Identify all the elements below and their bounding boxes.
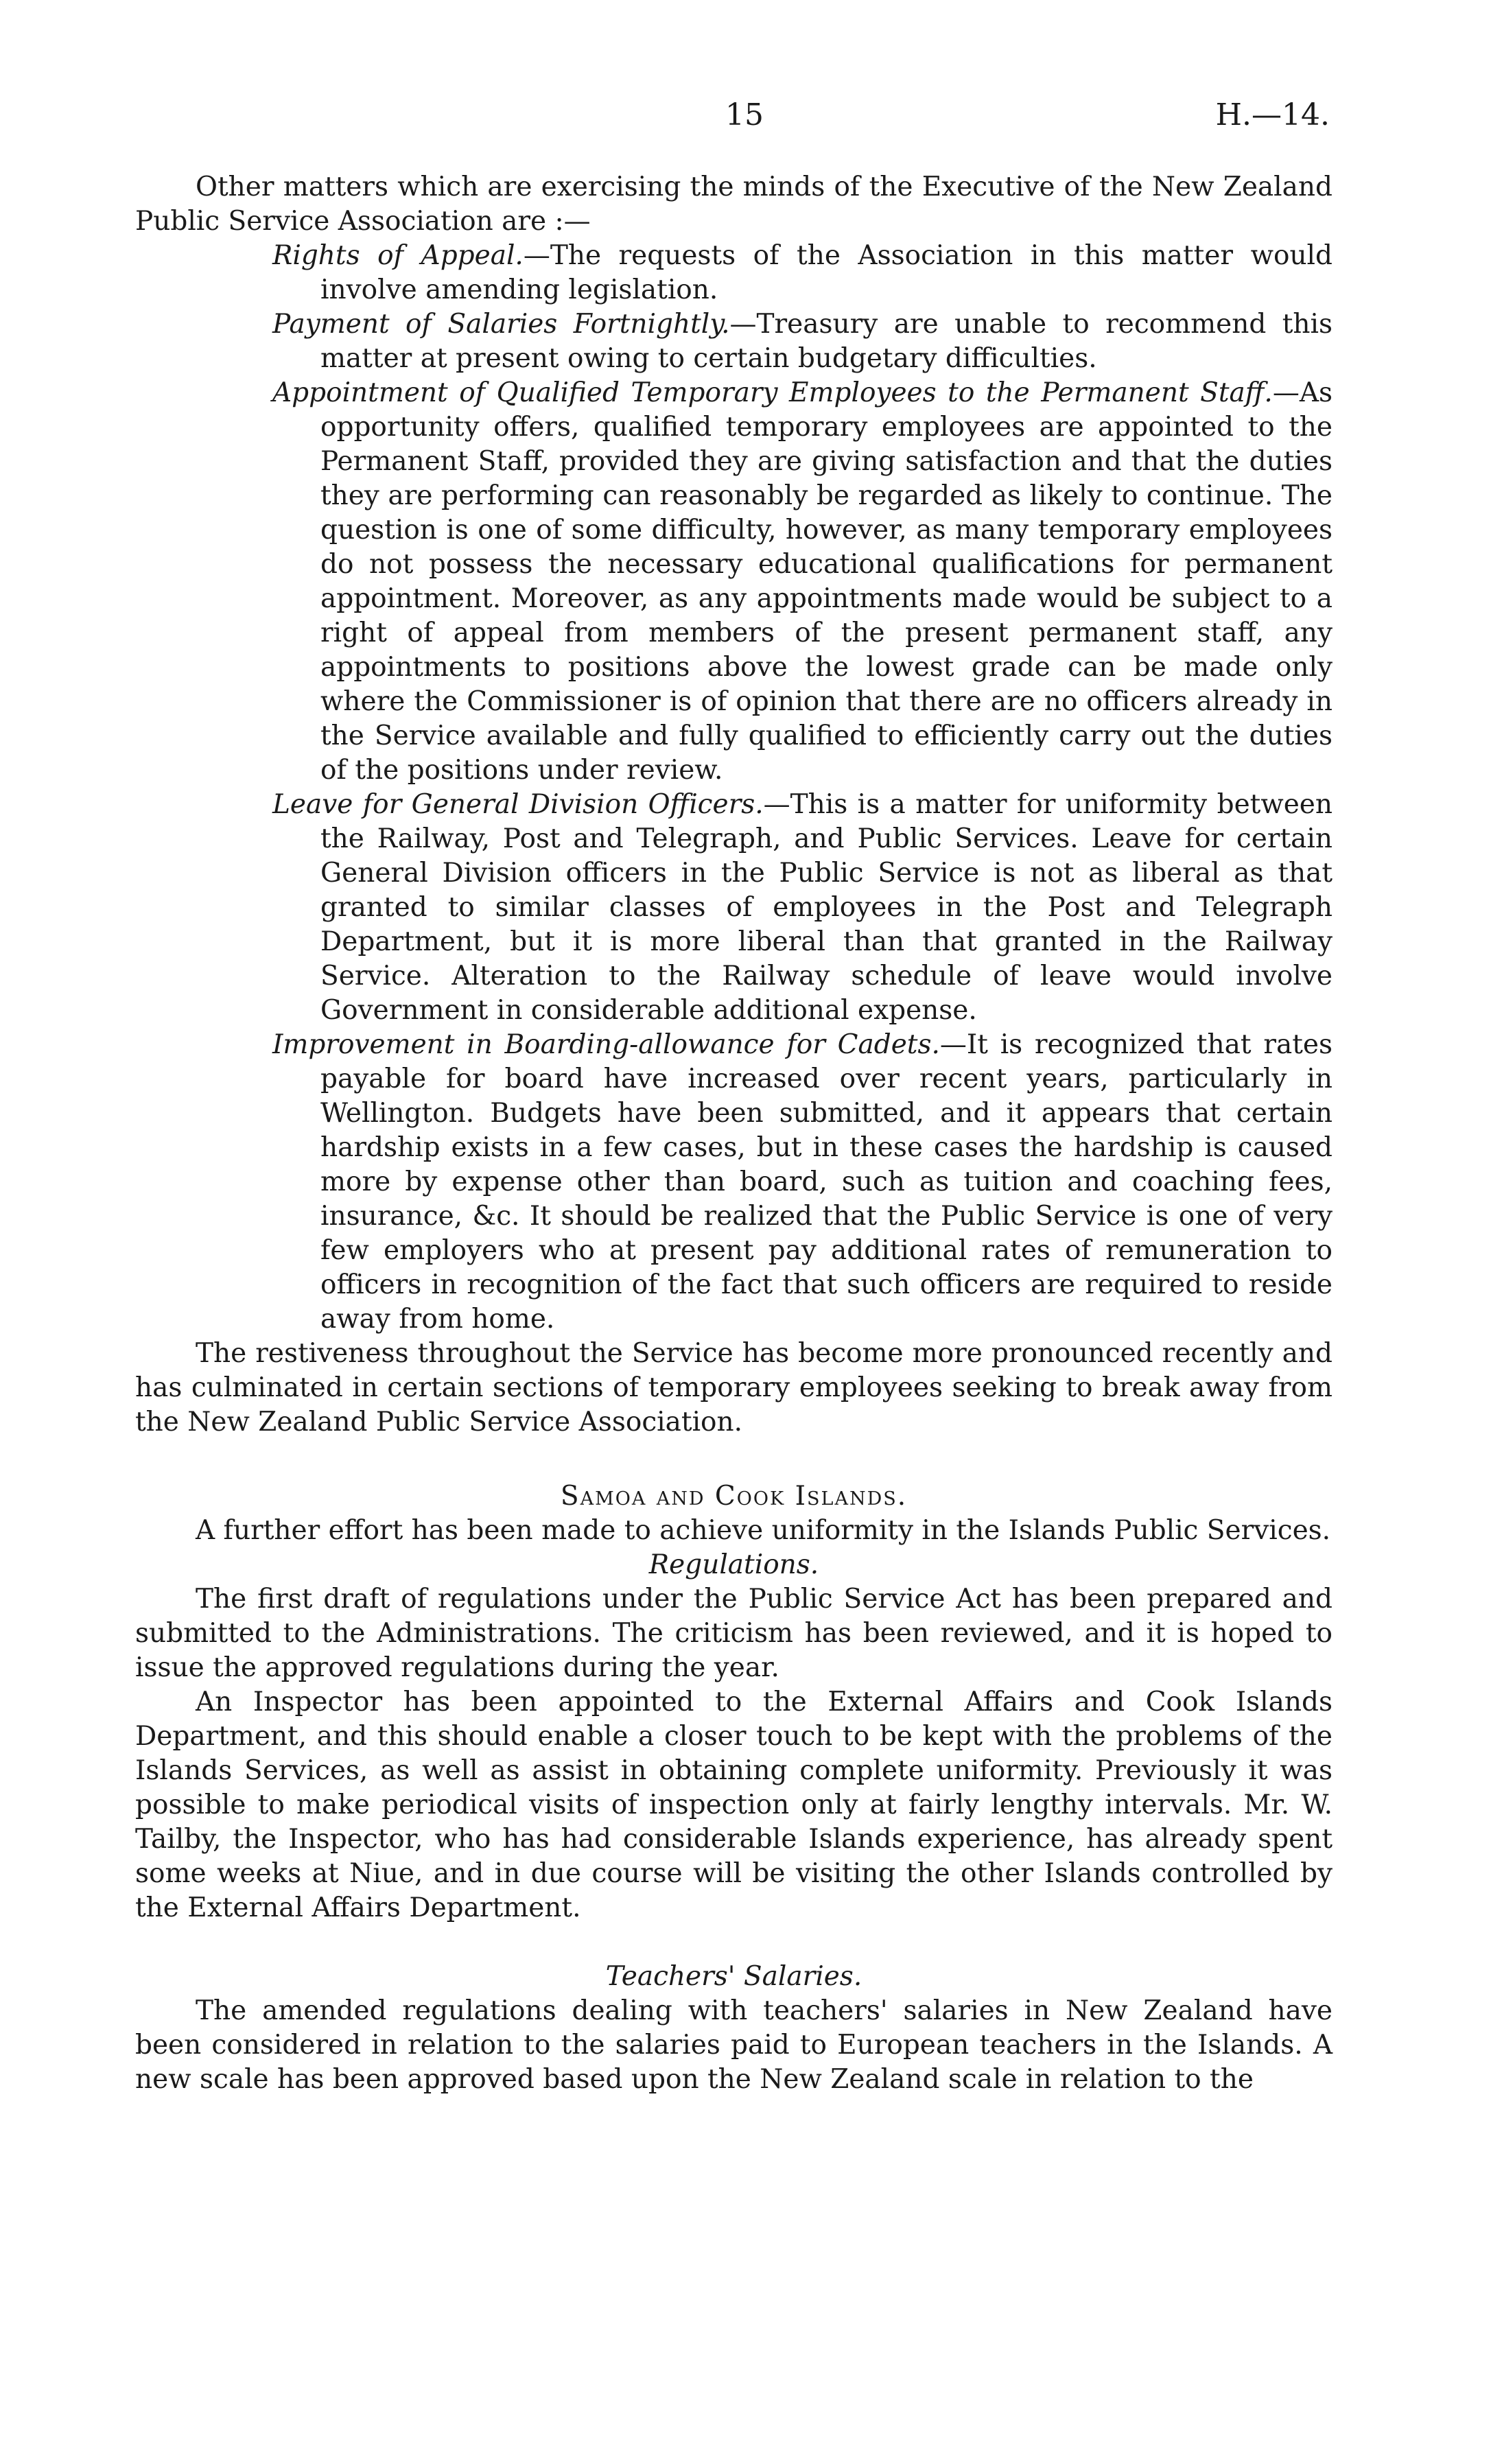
list-item-temporary-employees xyxy=(272,376,1332,788)
list-item-leave-general-division xyxy=(272,788,1332,1028)
teachers-paragraph-1: The amended regulations dealing with teachers' salaries in New Zealand have been considered in relation to the salaries paid to European teachers in the Islands. A new scale has been approved based upon the New Zealand scale in relation to the xyxy=(135,1995,1332,2095)
intro-paragraph: Other matters which are exercising the minds of the Executive of the New Zealand Public Service Association are :— xyxy=(135,172,1332,237)
item-lead: Rights of Appeal. xyxy=(272,240,524,271)
subheading-regulations: Regulations. xyxy=(648,1549,819,1580)
item-text: —This is a matter for uniformity between the Railway, Post and Telegraph, and Public Services. Leave for certain General Division officers in the Public Service is not as liberal as that granted to similar classes of employees in the Post and Telegraph Department, but it is more liberal than that granted in the Railway Service. Alteration to the Railway schedule of leave would involve Government in considerable additional expense. xyxy=(320,789,1332,1026)
section-heading-samoa: Samoa and Cook Islands. xyxy=(560,1481,908,1512)
item-lead: Appointment of Qualified Temporary Employees to the Permanent Staff. xyxy=(272,377,1273,408)
list-item-rights-of-appeal xyxy=(272,239,1332,307)
body-column xyxy=(135,170,1332,2097)
item-text: —Treasury are unable to recommend this matter at present owing to certain budgetary difficulties. xyxy=(320,309,1332,374)
restiveness-paragraph: The restiveness throughout the Service has become more pronounced recently and has culminated in certain sections of temporary employees seeking to break away from the New Zealand Public Service Association. xyxy=(135,1338,1332,1438)
subheading-teachers-salaries: Teachers' Salaries. xyxy=(605,1961,862,1992)
list-item-payment-fortnightly xyxy=(272,307,1332,376)
list-item-boarding-allowance xyxy=(272,1028,1332,1337)
item-lead: Leave for General Division Officers. xyxy=(272,789,764,820)
item-lead: Improvement in Boarding-allowance for Cadets. xyxy=(272,1029,940,1060)
item-text: —It is recognized that rates payable for board have increased over recent years, particularly in Wellington. Budgets have been submitted, and it appears that certain hardship exists in a few cases, but in these cases the hardship is caused more by expense other than board, such as tuition and coaching fees, insurance, &c. It should be realized that the Public Service is one of very few employers who at present pay additional rates of remuneration to officers in recognition of the fact that such officers are required to reside away from home. xyxy=(320,1029,1332,1335)
item-text: —The requests of the Association in this matter would involve amending legislation. xyxy=(320,240,1332,305)
item-text: —As opportunity offers, qualified temporary employees are appointed to the Permanent Staff, provided they are giving satisfaction and that the duties they are performing can reasonably be regarded as likely to continue. The question is one of some difficulty, however, as many temporary employees do not possess the necessary educational qualifications for permanent appointment. Moreover, as any appointments made would be subject to a right of appeal from members of the present permanent staff, any appointments to positions above the lowest grade can be made only where the Commissioner is of opinion that there are no officers already in the Service available and fully qualified to efficiently carry out the duties of the positions under review. xyxy=(320,377,1332,786)
regulations-paragraph-1: The first draft of regulations under the Public Service Act has been prepared and submitted to the Administrations. The criticism has been reviewed, and it is hoped to issue the approved regulations during the year. xyxy=(135,1584,1332,1683)
page-number: 15 xyxy=(725,97,764,132)
item-lead: Payment of Salaries Fortnightly. xyxy=(272,309,730,340)
spacer xyxy=(135,1925,1332,1960)
regulations-paragraph-2: An Inspector has been appointed to the External Affairs and Cook Islands Department, and this should enable a closer touch to be kept with the problems of the Islands Services, as well as assist in obtaining complete uniformity. Previously it was possible to make periodical visits of inspection only at fairly lengthy intervals. Mr. W. Tailby, the Inspector, who has had considerable Islands experience, has already spent some weeks at Niue, and in due course will be visiting the other Islands controlled by the External Affairs Department. xyxy=(135,1687,1332,1923)
document-reference: H.—14. xyxy=(1215,97,1330,132)
samoa-intro-paragraph: A further effort has been made to achieve uniformity in the Islands Public Services. xyxy=(196,1515,1331,1546)
